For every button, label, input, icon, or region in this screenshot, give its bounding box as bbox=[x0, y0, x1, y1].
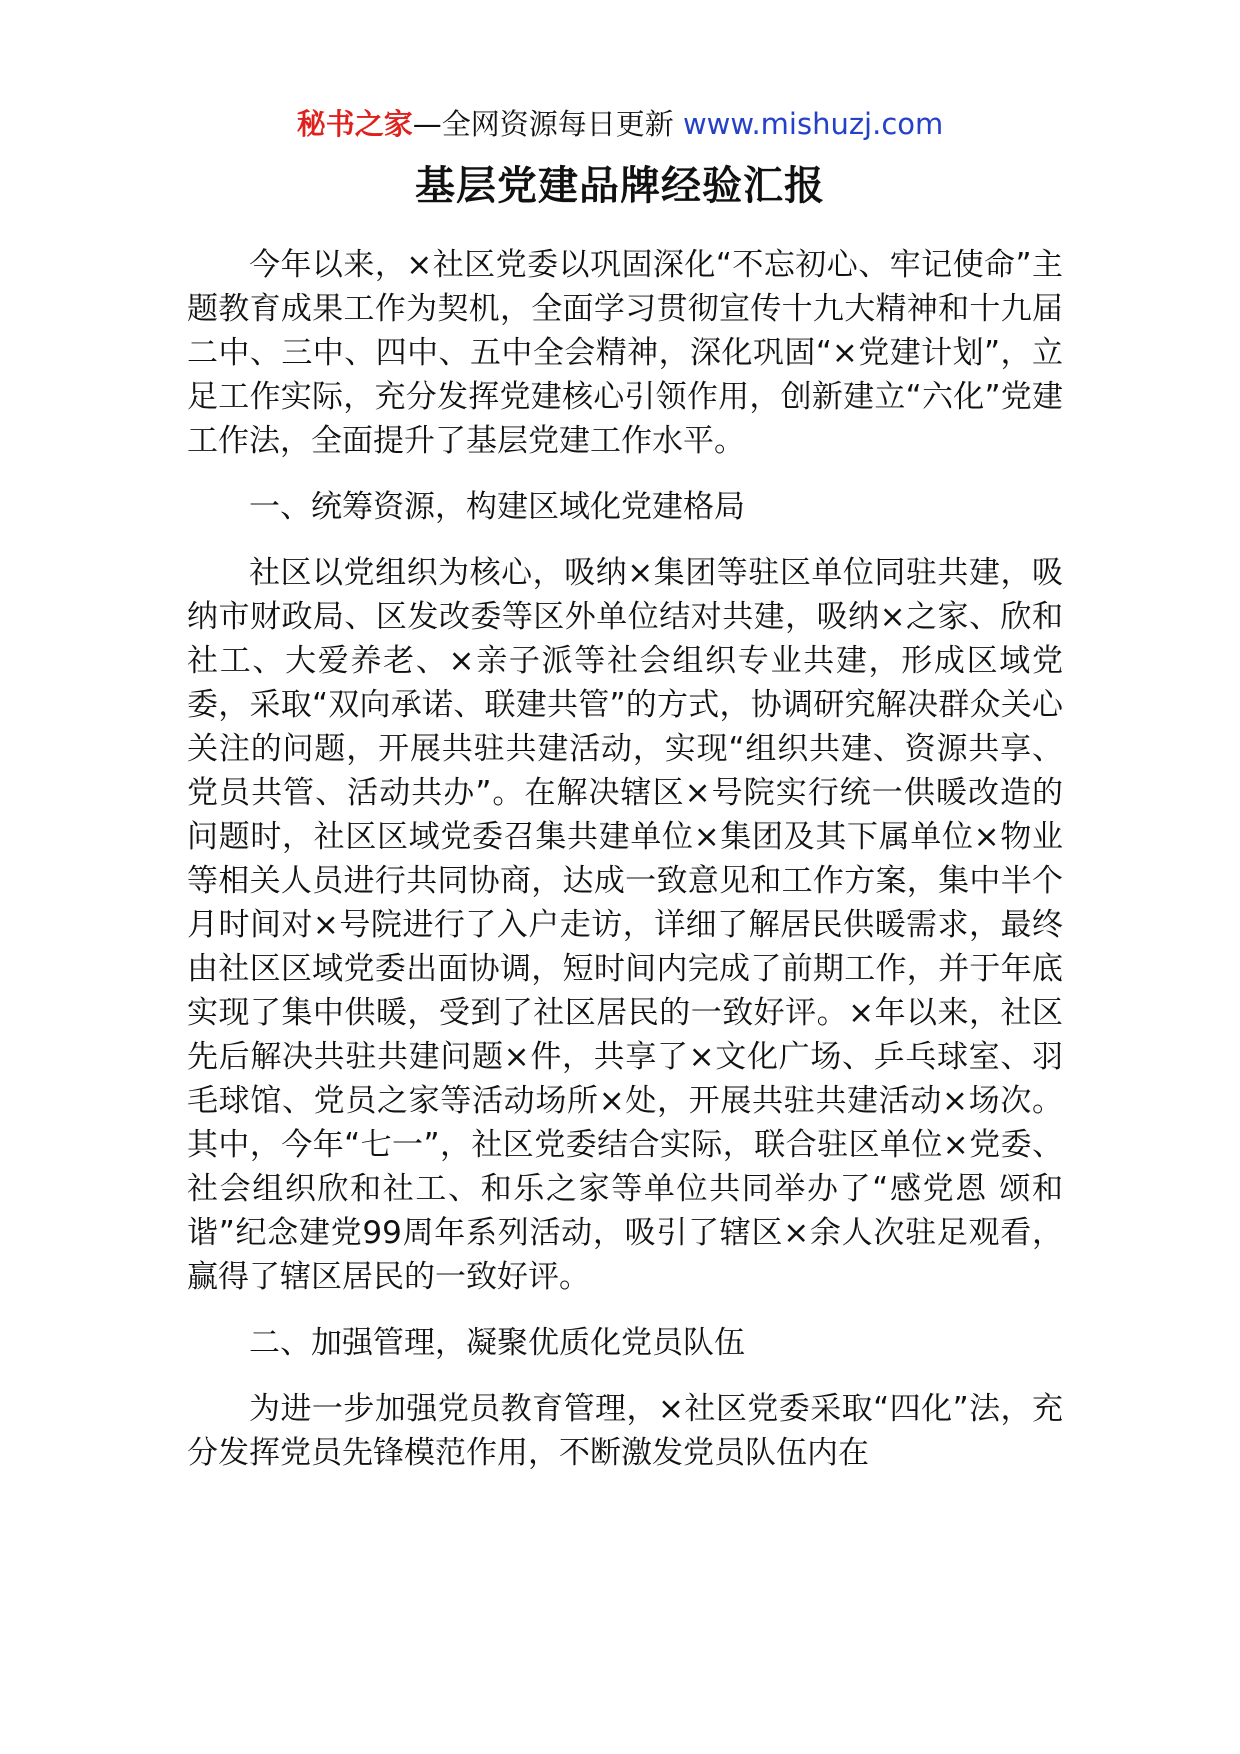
section-2-heading: 二、加强管理，凝聚优质化党员队伍 bbox=[249, 1325, 745, 1361]
intro-paragraph: 今年以来，×社区党委以巩固深化“不忘初心、牢记使命”主题教育成果工作为契机，全面学习贯彻宣传十九大精神和十九届二中、三中、四中、五中全会精神，深化巩固“×党建计划”，立足工作实际，充分发挥党建核心引领作用，创新建立“六化”党建工作法，全面提升了基层党建工作水平。 bbox=[187, 247, 1063, 459]
site-banner bbox=[0, 102, 1240, 146]
banner-slogan: —全网资源每日更新 bbox=[412, 107, 674, 141]
banner-url-link[interactable]: www.mishuzj.com bbox=[682, 107, 944, 141]
document-title: 基层党建品牌经验汇报 bbox=[415, 163, 825, 209]
document-body bbox=[187, 243, 1063, 1497]
section-1-paragraph: 社区以党组织为核心，吸纳×集团等驻区单位同驻共建，吸纳市财政局、区发改委等区外单位结对共建，吸纳×之家、欣和社工、大爱养老、×亲子派等社会组织专业共建，形成区域党委，采取“双向承诺、联建共管”的方式，协调研究解决群众关心关注的问题，开展共驻共建活动，实现“组织共建、资源共享、党员共管、活动共办”。在解决辖区×号院实行统一供暖改造的问题时，社区区域党委召集共建单位×集团及其下属单位×物业等相关人员进行共同协商，达成一致意见和工作方案，集中半个月时间对×号院进行了入户走访，详细了解居民供暖需求，最终由社区区域党委出面协调，短时间内完成了前期工作，并于年底实现了集中供暖，受到了社区居民的一致好评。×年以来，社区先后解决共驻共建问题×件，共享了×文化广场、乒乓球室、羽毛球馆、党员之家等活动场所×处，开展共驻共建活动×场次。其中，今年“七一”，社区党委结合实际，联合驻区单位×党委、社会组织欣和社工、和乐之家等单位共同举办了“感党恩 颂和谐”纪念建党99周年系列活动，吸引了辖区×余人次驻足观看，赢得了辖区居民的一致好评。 bbox=[187, 555, 1063, 1295]
section-2-paragraph: 为进一步加强党员教育管理，×社区党委采取“四化”法，充分发挥党员先锋模范作用，不断激发党员队伍内在 bbox=[187, 1391, 1063, 1471]
section-1-heading: 一、统筹资源，构建区域化党建格局 bbox=[249, 489, 745, 525]
banner-brand: 秘书之家 bbox=[296, 107, 413, 141]
